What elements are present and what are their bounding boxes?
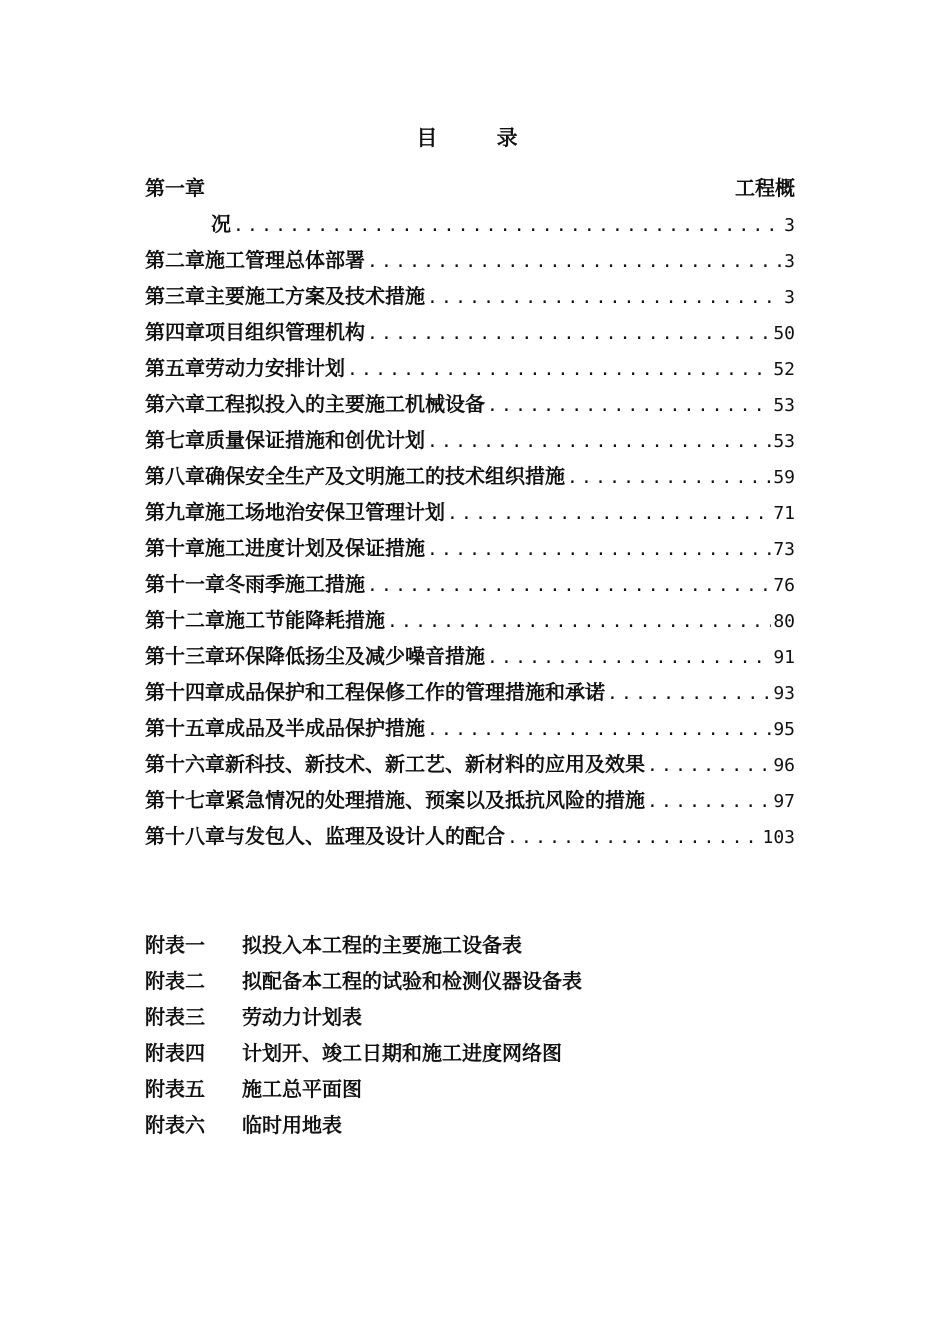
toc-row [145, 566, 795, 602]
toc-row [145, 242, 795, 278]
appendix-item [145, 927, 795, 963]
dot-leader [347, 352, 771, 388]
toc-row [145, 314, 795, 350]
dot-leader [427, 532, 771, 568]
table-of-contents [145, 170, 795, 854]
toc-chapter-number: 第十三章 [145, 644, 225, 668]
toc-chapter-number: 第十章 [145, 536, 205, 560]
appendix-title: 劳动力计划表 [241, 1005, 362, 1029]
appendix-label: 附表六 [145, 1113, 205, 1137]
toc-chapter-number: 第九章 [145, 500, 205, 524]
appendix-title: 施工总平面图 [241, 1077, 362, 1101]
toc-chapter-title: 劳动力安排计划 [205, 356, 345, 380]
toc-page-number: 53 [773, 395, 795, 416]
toc-chapter-title: 施工管理总体部署 [205, 248, 365, 272]
dot-leader [447, 496, 771, 532]
toc-page-number: 71 [773, 503, 795, 524]
toc-chapter-title: 成品及半成品保护措施 [225, 716, 425, 740]
toc-row [145, 818, 795, 854]
appendix-item [145, 1071, 795, 1107]
appendix-label: 附表四 [145, 1041, 205, 1065]
dot-leader [487, 388, 771, 424]
toc-page-number: 97 [773, 791, 795, 812]
appendix-title: 拟投入本工程的主要施工设备表 [241, 933, 522, 957]
toc-chapter-number: 第二章 [145, 248, 205, 272]
toc-chapter-title: 施工场地治安保卫管理计划 [205, 500, 445, 524]
toc-row [145, 782, 795, 818]
toc-chapter-number: 第三章 [145, 284, 205, 308]
appendix-title: 计划开、竣工日期和施工进度网络图 [241, 1041, 562, 1065]
toc-row [145, 422, 795, 458]
toc-page-number: 95 [773, 719, 795, 740]
toc-page-number: 3 [784, 215, 795, 236]
toc-chapter-number: 第十四章 [145, 680, 225, 704]
dot-leader [367, 244, 782, 280]
toc-page-number: 93 [773, 683, 795, 704]
dot-leader [367, 316, 771, 352]
toc-chapter-number: 第四章 [145, 320, 205, 344]
toc-chapter-title: 施工进度计划及保证措施 [205, 536, 425, 560]
toc-row [145, 278, 795, 314]
toc-chapter-title: 紧急情况的处理措施、预案以及抵抗风险的措施 [225, 788, 645, 812]
toc-page-number: 53 [773, 431, 795, 452]
toc-row [145, 638, 795, 674]
dot-leader [387, 604, 771, 640]
appendix-item [145, 1035, 795, 1071]
toc-chapter-number: 第十八章 [145, 824, 225, 848]
toc-row [145, 494, 795, 530]
dot-leader [567, 460, 771, 496]
appendix-label: 附表三 [145, 1005, 205, 1029]
dot-leader [427, 280, 782, 316]
toc-row [145, 530, 795, 566]
toc-chapter-title: 施工节能降耗措施 [225, 608, 385, 632]
toc-chapter-number: 第十五章 [145, 716, 225, 740]
toc-page-number: 91 [773, 647, 795, 668]
toc-page-number: 50 [773, 323, 795, 344]
toc-chapter-title: 冬雨季施工措施 [225, 572, 365, 596]
toc-chapter-title: 成品保护和工程保修工作的管理措施和承诺 [225, 680, 605, 704]
appendix-list [145, 927, 795, 1143]
toc-chapter-title: 工程拟投入的主要施工机械设备 [205, 392, 485, 416]
toc-row [145, 746, 795, 782]
toc-chapter-number: 第一章 [145, 176, 205, 200]
dot-leader [427, 424, 771, 460]
toc-row [145, 458, 795, 494]
toc-row [145, 350, 795, 386]
dot-leader [233, 208, 782, 244]
toc-chapter-title: 新科技、新技术、新工艺、新材料的应用及效果 [225, 752, 645, 776]
toc-chapter-title: 与发包人、监理及设计人的配合 [225, 824, 505, 848]
appendix-label: 附表二 [145, 969, 205, 993]
toc-chapter-number: 第十二章 [145, 608, 225, 632]
dot-leader [487, 640, 771, 676]
dot-leader [427, 712, 771, 748]
toc-page-number: 76 [773, 575, 795, 596]
toc-chapter-number: 第八章 [145, 464, 205, 488]
toc-page-number: 3 [784, 287, 795, 308]
dot-leader [607, 676, 771, 712]
toc-chapter-number: 第七章 [145, 428, 205, 452]
appendix-title: 拟配备本工程的试验和检测仪器设备表 [241, 969, 582, 993]
toc-page-number: 103 [762, 827, 795, 848]
toc-row-continuation [145, 206, 795, 242]
toc-row [145, 602, 795, 638]
toc-chapter-title: 工程概 [735, 176, 795, 200]
toc-page-number: 3 [784, 251, 795, 272]
toc-row [145, 674, 795, 710]
toc-chapter-title: 项目组织管理机构 [205, 320, 365, 344]
appendix-item [145, 1107, 795, 1143]
toc-chapter-number: 第五章 [145, 356, 205, 380]
toc-page-number: 73 [773, 539, 795, 560]
toc-chapter-number: 第十六章 [145, 752, 225, 776]
toc-chapter-number: 第六章 [145, 392, 205, 416]
toc-page-number: 59 [773, 467, 795, 488]
appendix-label: 附表一 [145, 933, 205, 957]
appendix-item [145, 999, 795, 1035]
dot-leader [647, 748, 771, 784]
dot-leader [507, 820, 760, 856]
toc-page-number: 80 [773, 611, 795, 632]
toc-chapter-title-continued: 况 [211, 212, 231, 236]
toc-page-number: 52 [773, 359, 795, 380]
appendix-item [145, 963, 795, 999]
toc-title: 目 录 [416, 125, 544, 150]
toc-chapter-title: 确保安全生产及文明施工的技术组织措施 [205, 464, 565, 488]
appendix-title: 临时用地表 [241, 1113, 342, 1137]
toc-chapter-title: 质量保证措施和创优计划 [205, 428, 425, 452]
toc-chapter-number: 第十一章 [145, 572, 225, 596]
dot-leader [367, 568, 771, 604]
toc-page-number: 96 [773, 755, 795, 776]
toc-row [145, 386, 795, 422]
appendix-label: 附表五 [145, 1077, 205, 1101]
toc-chapter-number: 第十七章 [145, 788, 225, 812]
toc-chapter-title: 主要施工方案及技术措施 [205, 284, 425, 308]
toc-chapter-title: 环保降低扬尘及减少噪音措施 [225, 644, 485, 668]
toc-row [145, 170, 795, 206]
dot-leader [647, 784, 771, 820]
toc-row [145, 710, 795, 746]
